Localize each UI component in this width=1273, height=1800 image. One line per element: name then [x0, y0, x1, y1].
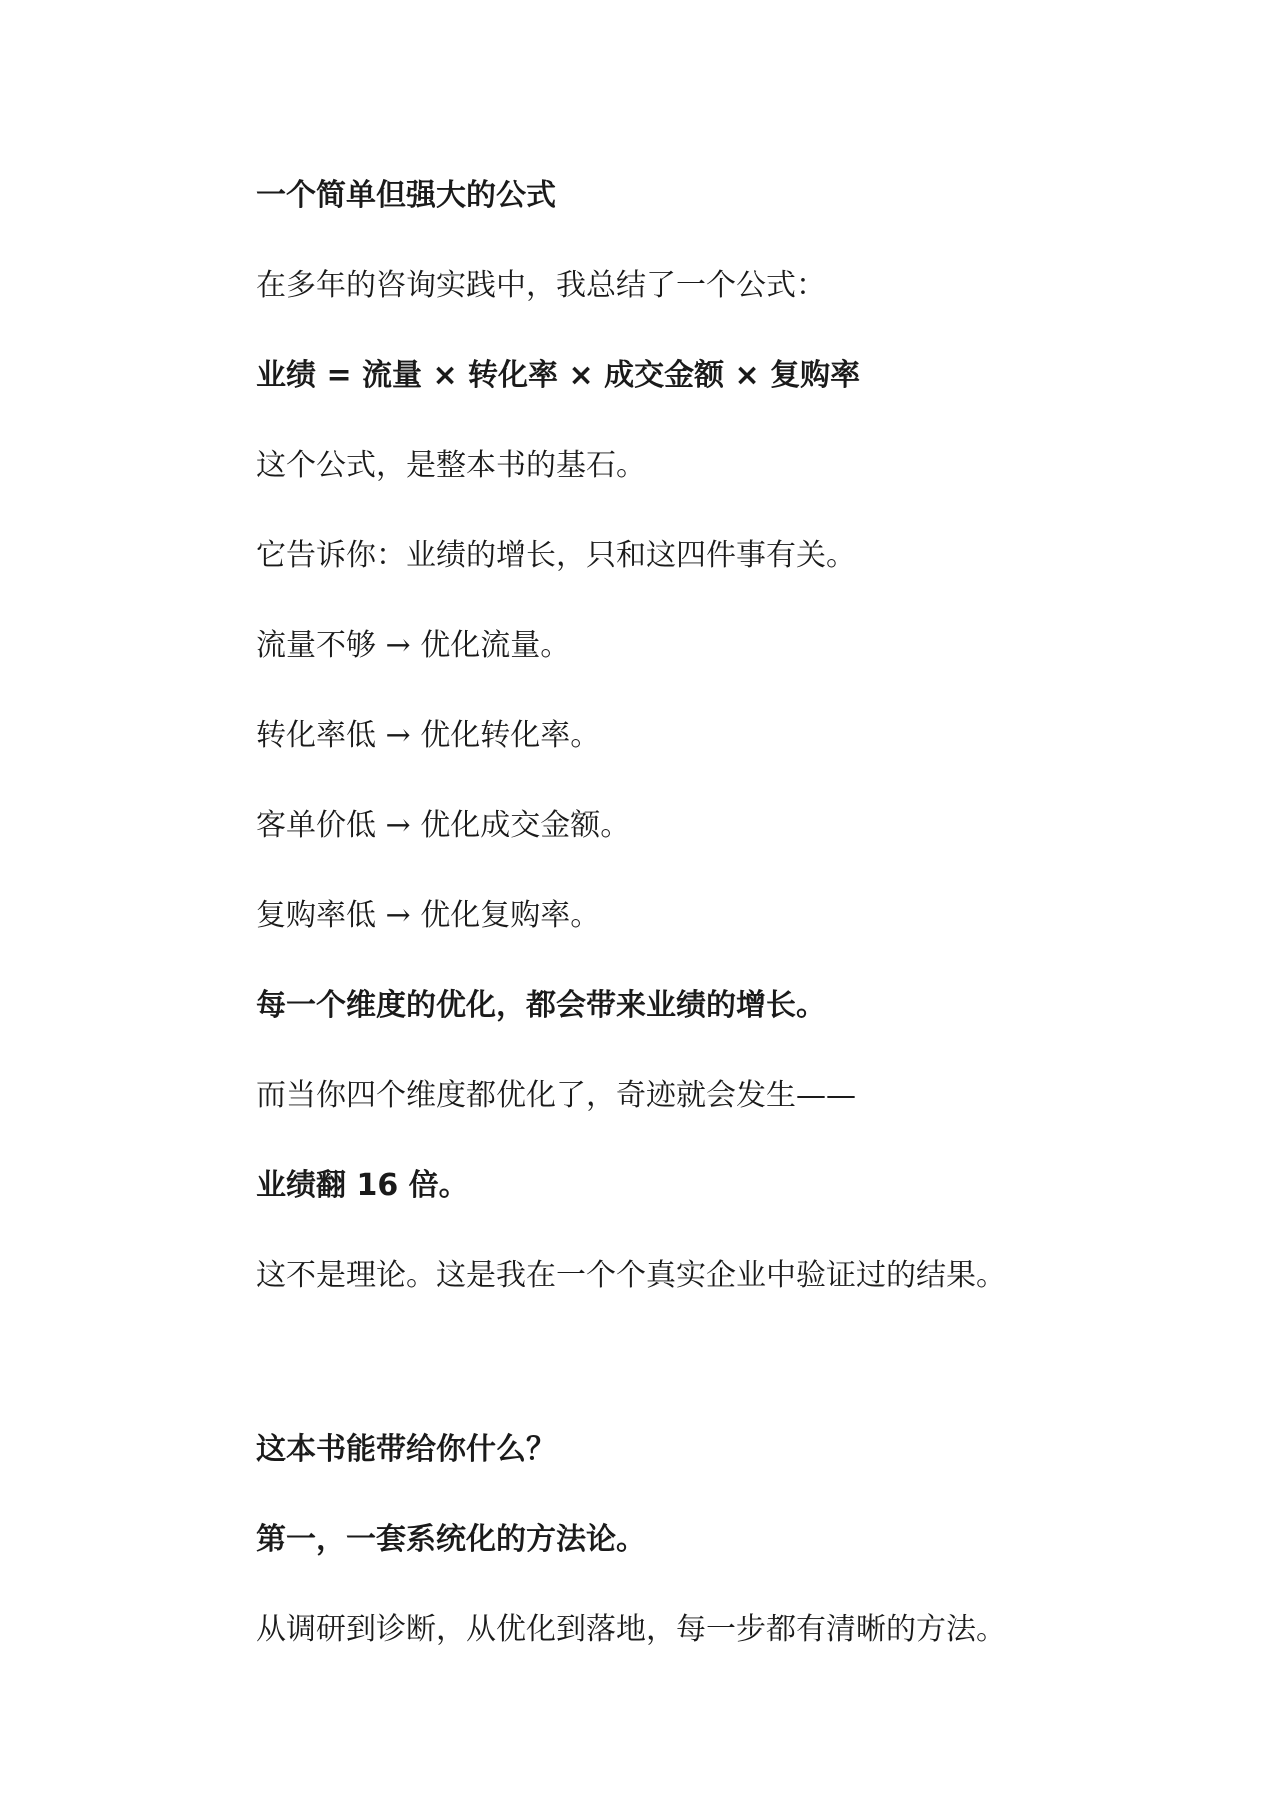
- list-item-traffic: 流量不够 → 优化流量。: [256, 628, 571, 663]
- list-item-conversion: 转化率低 → 优化转化率。: [256, 718, 601, 753]
- explanation-paragraph: 它告诉你：业绩的增长，只和这四件事有关。: [256, 538, 856, 573]
- section-heading-formula: 一个简单但强大的公式: [256, 178, 556, 213]
- formula-line: 业绩 = 流量 × 转化率 × 成交金额 × 复购率: [256, 358, 861, 393]
- section-heading-benefits: 这本书能带给你什么？: [256, 1432, 556, 1467]
- list-item-repurchase: 复购率低 → 优化复购率。: [256, 898, 601, 933]
- intro-paragraph: 在多年的咨询实践中，我总结了一个公式：: [256, 268, 826, 303]
- miracle-paragraph: 而当你四个维度都优化了，奇迹就会发生——: [256, 1078, 856, 1113]
- emphasis-paragraph: 每一个维度的优化，都会带来业绩的增长。: [256, 988, 826, 1023]
- proof-paragraph: 这不是理论。这是我在一个个真实企业中验证过的结果。: [256, 1258, 1006, 1293]
- result-paragraph: 业绩翻 16 倍。: [256, 1168, 469, 1203]
- list-item-order-value: 客单价低 → 优化成交金额。: [256, 808, 631, 843]
- point1-title: 第一，一套系统化的方法论。: [256, 1522, 646, 1557]
- point1-text: 从调研到诊断，从优化到落地，每一步都有清晰的方法。: [256, 1612, 1006, 1647]
- cornerstone-paragraph: 这个公式，是整本书的基石。: [256, 448, 646, 483]
